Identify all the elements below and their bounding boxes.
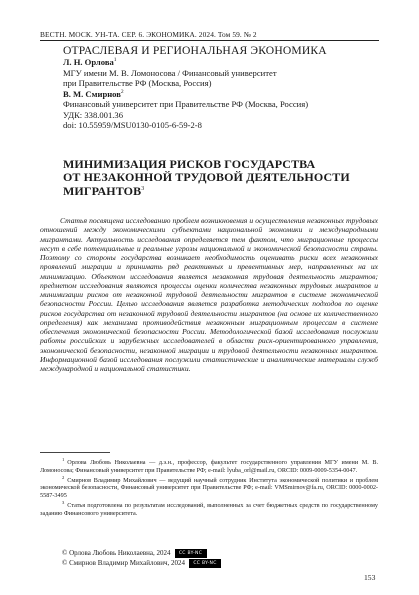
author-1 bbox=[63, 57, 308, 68]
title-line-text: МИГРАНТОВ bbox=[63, 183, 142, 198]
footnote-mark: 3 bbox=[141, 185, 145, 192]
page-number: 153 bbox=[364, 573, 376, 582]
footnote-mark: 1 bbox=[113, 57, 117, 64]
footnote-number: 2 bbox=[62, 474, 65, 480]
copyright-text: © Орлова Любовь Николаевна, 2024 bbox=[62, 549, 171, 558]
footnote-number: 1 bbox=[62, 456, 65, 462]
title-line bbox=[63, 185, 350, 198]
copyright-text: © Смирнов Владимир Михайлович, 2024 bbox=[62, 559, 186, 568]
footnote-text: Орлова Любовь Николаевна — д.э.н., профессор, факультет государственного управления МГУ имени М. В. Ломоносова; Финансовый университет при Правительстве РФ; e-mail: lyuba_orl@mail.ru, ORCID: 0009-0009-5354-0047. bbox=[40, 459, 378, 474]
copyright-line bbox=[62, 559, 221, 568]
running-head: ВЕСТН. МОСК. УН-ТА. СЕР. 6. ЭКОНОМИКА. 2024. Том 59. № 2 bbox=[40, 30, 257, 39]
footnote-number: 3 bbox=[62, 499, 65, 505]
author-affiliation: Финансовый университет при Правительстве РФ (Москва, Россия) bbox=[63, 99, 309, 109]
footnote-mark: 2 bbox=[120, 88, 124, 95]
author-2 bbox=[63, 89, 308, 100]
title-line: МИНИМИЗАЦИЯ РИСКОВ ГОСУДАРСТВА bbox=[63, 157, 316, 171]
abstract: Статья посвящена исследованию проблем возникновения и осуществления незаконных трудовых отношений между экономическими субъектами национальной экономики и международными мигрантами. Актуальность исследования определяется тем фактом, что миграционные процессы несут в себе потенциальные и реальные угрозы национальной и экономической безопасности страны. Поэтому со стороны государства возникает необходимость оценивать риски всех незаконных проявлений миграции и принимать ряд реактивных и превентивных мер, направленных на их минимизацию. Объектом исследования является незаконная трудовая деятельность мигрантов; предметом исследования являются процессы оценки количества незаконных трудовых мигрантов и минимизации рисков от незаконной трудовой деятельности мигрантов в системе экономической безопасности России. Целью исследования является разработка методических подходов по оценке рисков государства от незаконной трудовой деятельности мигрантов (на основе их количественного определения) как механизма противодействия незаконным миграционным процессам в системе обеспечения экономической безопасности России. Методологической базой исследования послужили работы российских и зарубежных исследователей в области риск-ориентированного управления, экономической безопасности, незаконной миграции и трудовой деятельности незаконных мигрантов. Информационной базой исследования послужили статистические и аналитические материалы служб международной и национальной статистики. bbox=[40, 216, 378, 373]
copyright-line bbox=[62, 549, 207, 558]
udc-code: УДК: 338.001.36 bbox=[63, 109, 124, 120]
footnotes bbox=[40, 456, 378, 520]
doi: doi: 10.55959/MSU0130-0105-6-59-2-8 bbox=[63, 120, 202, 130]
author-affiliation: МГУ имени М. В. Ломоносова / Финансовый университет bbox=[63, 67, 277, 78]
author-name: Л. Н. Орлова bbox=[63, 57, 114, 67]
footnote-rule bbox=[40, 452, 110, 453]
author-affiliation: при Правительстве РФ (Москва, Россия) bbox=[63, 78, 212, 88]
footnote bbox=[40, 456, 378, 475]
author-name: В. М. Смирнов bbox=[63, 88, 121, 99]
section-heading: ОТРАСЛЕВАЯ И РЕГИОНАЛЬНАЯ ЭКОНОМИКА bbox=[63, 44, 327, 57]
footnote bbox=[40, 499, 378, 518]
title-line: ОТ НЕЗАКОННОЙ ТРУДОВОЙ ДЕЯТЕЛЬНОСТИ bbox=[63, 170, 350, 185]
footnote-text: Смирнов Владимир Михайлович — ведущий научный сотрудник Института экономической политики и проблем экономической безопасности, Финансовый университет при Правительстве РФ; e-mail: VMSmirnov@fa.ru, ORCID: 0000-0002-5587-3495 bbox=[40, 476, 378, 500]
footnote bbox=[40, 474, 378, 500]
article-title bbox=[63, 158, 350, 198]
cc-license-badge[interactable]: CC BY-NC bbox=[189, 559, 221, 568]
cc-license-badge[interactable]: CC BY-NC bbox=[175, 549, 207, 558]
header-rule bbox=[40, 40, 379, 41]
author-block bbox=[63, 57, 308, 131]
footnote-text: Статья подготовлена по результатам исследований, выполненных за счет бюджетных средств по государственному заданию Финансового университета. bbox=[40, 501, 378, 517]
